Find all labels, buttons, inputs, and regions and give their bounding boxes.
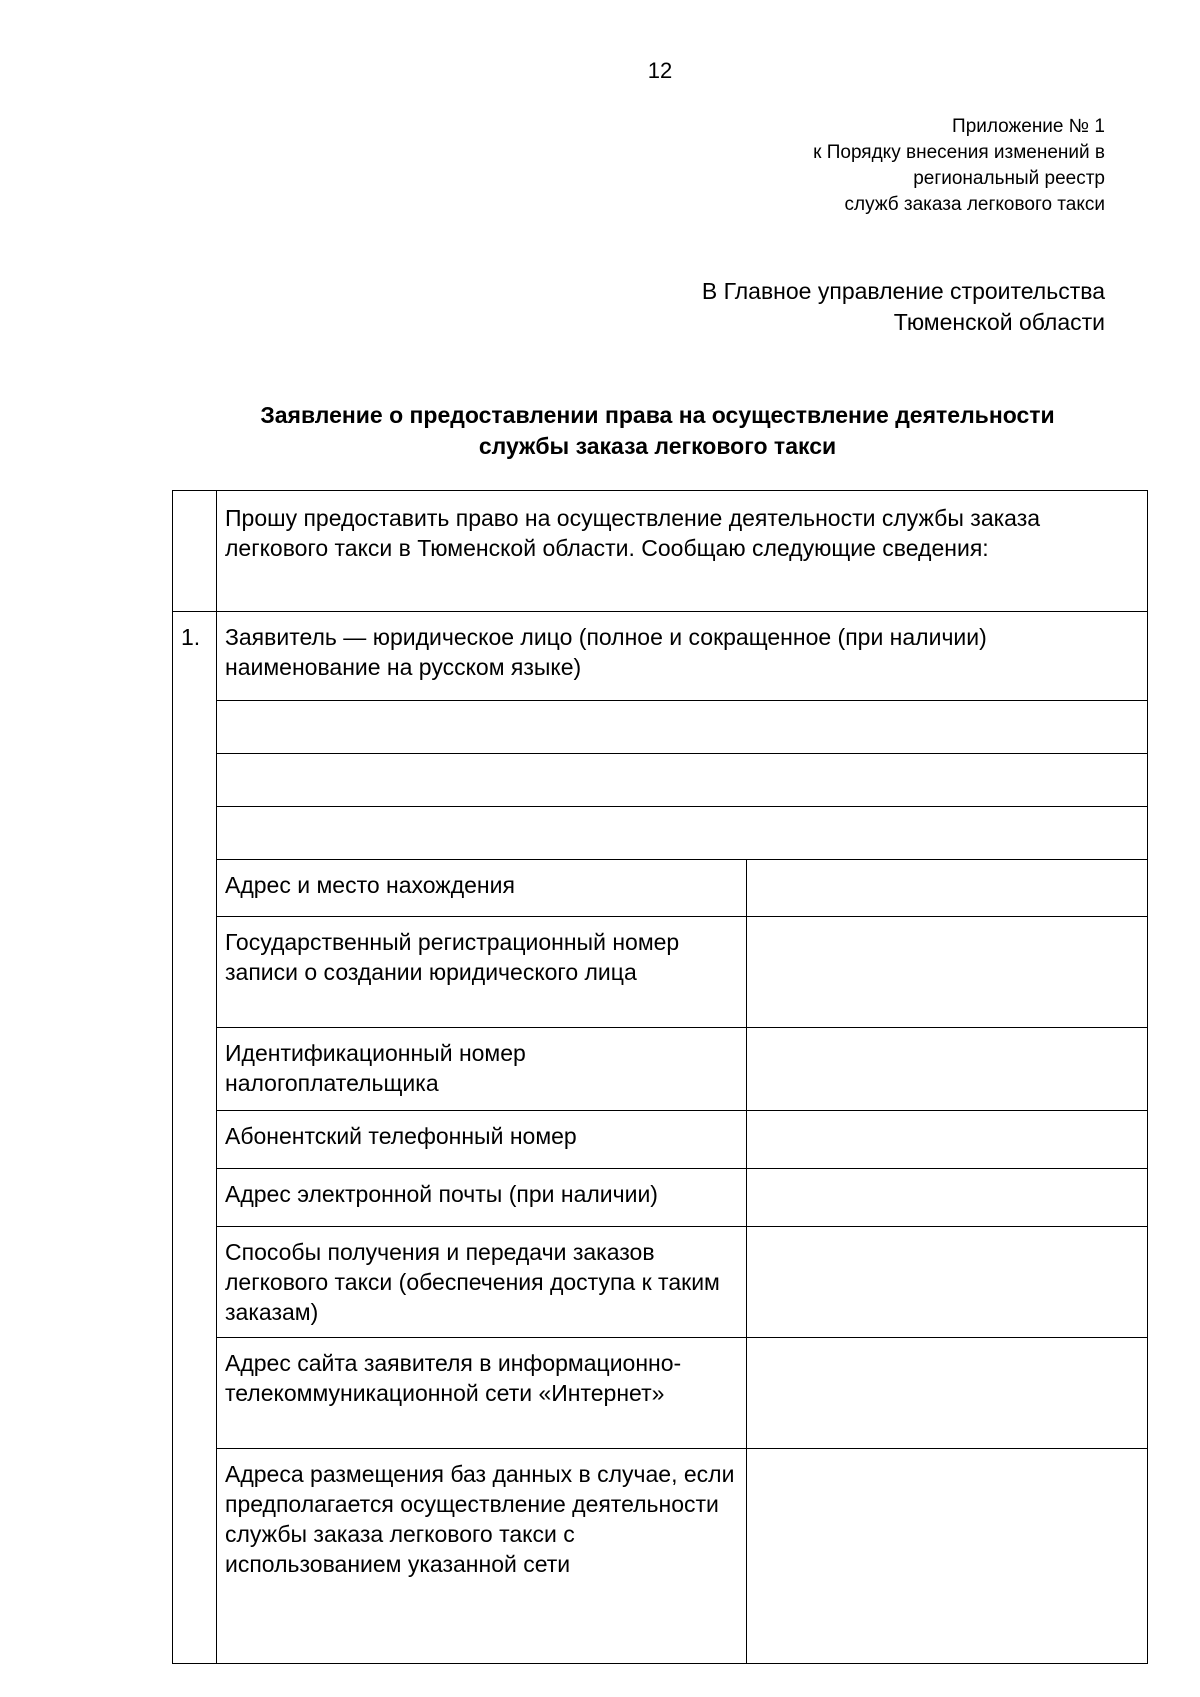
name-entry-row (173, 701, 1148, 754)
field-value[interactable] (747, 1111, 1148, 1169)
name-entry-row (173, 807, 1148, 860)
item-1-number: 1. (173, 612, 217, 1664)
field-row-inn (173, 1028, 1148, 1111)
intro-number-cell (173, 491, 217, 612)
name-entry-field[interactable] (217, 807, 1148, 860)
field-label: Адрес сайта заявителя в информационно-телекоммуникационной сети «Интернет» (217, 1338, 747, 1449)
field-label: Идентификационный номер налогоплательщика (217, 1028, 747, 1111)
field-label: Адреса размещения баз данных в случае, если предполагается осуществление деятельности службы заказа легкового такси с использованием указанной сети (217, 1449, 747, 1664)
page-number: 12 (647, 58, 673, 83)
field-row-address (173, 860, 1148, 917)
title-line: Заявление о предоставлении права на осуществление деятельности (260, 402, 1055, 428)
item-1-row (173, 612, 1148, 701)
field-value[interactable] (747, 1449, 1148, 1664)
field-value[interactable] (747, 1169, 1148, 1227)
application-form-table (172, 490, 1148, 1664)
field-row-phone (173, 1111, 1148, 1169)
field-row-email (173, 1169, 1148, 1227)
field-value[interactable] (747, 860, 1148, 917)
appendix-line: служб заказа легкового такси (844, 194, 1105, 215)
name-entry-field[interactable] (217, 754, 1148, 807)
addressee-line: Тюменской области (893, 309, 1105, 335)
field-label: Адрес и место нахождения (217, 860, 747, 917)
field-value[interactable] (747, 1338, 1148, 1449)
name-entry-row (173, 754, 1148, 807)
name-entry-field[interactable] (217, 701, 1148, 754)
addressee-line: В Главное управление строительства (701, 278, 1105, 304)
field-label: Абонентский телефонный номер (217, 1111, 747, 1169)
appendix-line: Приложение № 1 (952, 116, 1105, 137)
field-label: Государственный регистрационный номер записи о создании юридического лица (217, 917, 747, 1028)
appendix-line: к Порядку внесения изменений в (813, 142, 1105, 163)
field-row-order-methods (173, 1227, 1148, 1338)
intro-text: Прошу предоставить право на осуществление деятельности службы заказа легкового такси в Тюменской области. Сообщаю следующие сведения: (217, 491, 1148, 612)
field-value[interactable] (747, 1028, 1148, 1111)
field-label: Способы получения и передачи заказов легкового такси (обеспечения доступа к таким заказам) (217, 1227, 747, 1338)
field-row-database-addresses (173, 1449, 1148, 1664)
addressee (702, 276, 1105, 338)
appendix-reference (813, 114, 1105, 218)
field-label: Адрес электронной почты (при наличии) (217, 1169, 747, 1227)
field-value[interactable] (747, 1227, 1148, 1338)
item-1-text: Заявитель — юридическое лицо (полное и сокращенное (при наличии) наименование на русском языке) (217, 612, 1148, 701)
document-title (190, 400, 1125, 462)
field-value[interactable] (747, 917, 1148, 1028)
field-row-ogrn (173, 917, 1148, 1028)
field-row-website (173, 1338, 1148, 1449)
intro-row (173, 491, 1148, 612)
title-line: службы заказа легкового такси (478, 433, 837, 459)
appendix-line: региональный реестр (913, 168, 1105, 189)
